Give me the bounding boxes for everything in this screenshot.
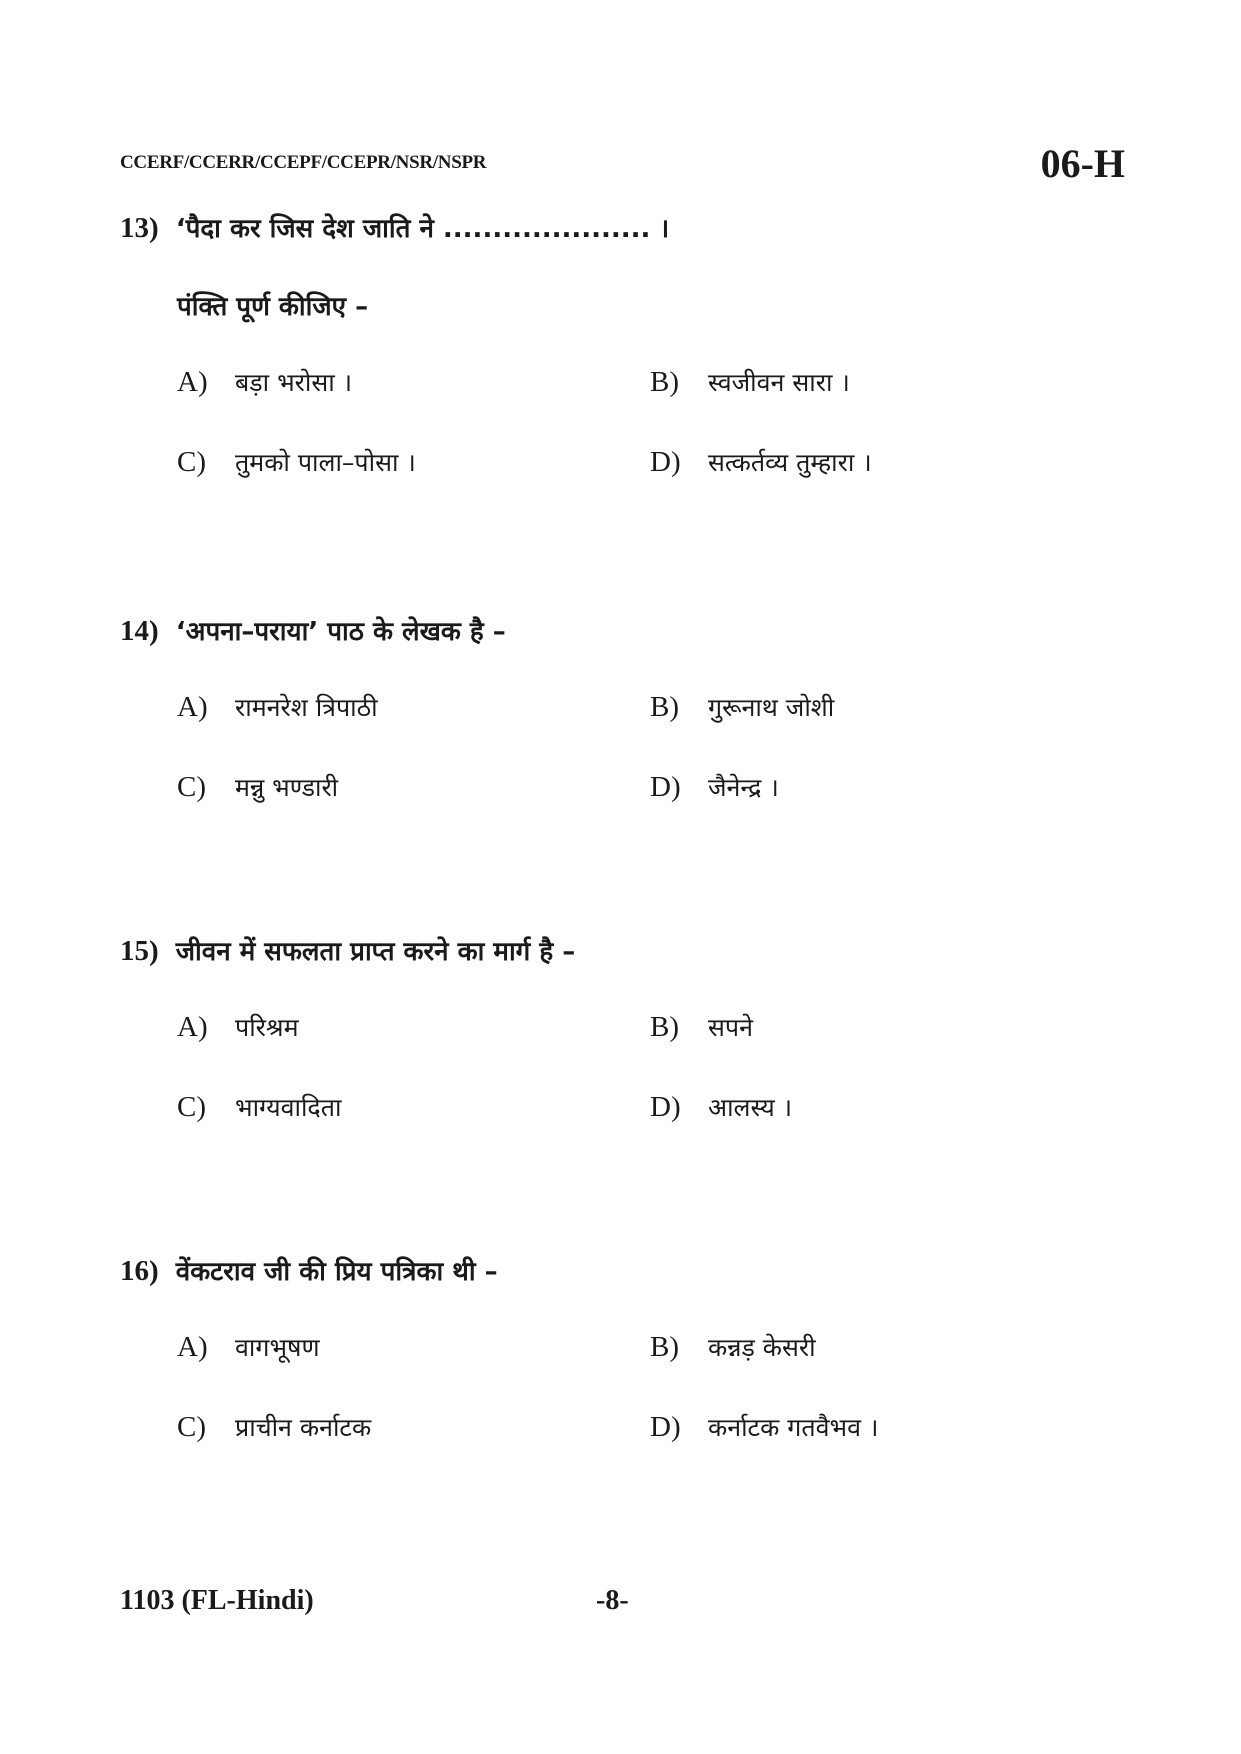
- option-text: जैनेन्द्र ।: [708, 773, 779, 802]
- option-text: कर्नाटक गतवैभव ।: [708, 1413, 879, 1442]
- question-text: ‘पैदा कर जिस देश जाति ने ..................... ।: [175, 214, 670, 244]
- question-number: 16): [120, 1255, 159, 1287]
- question-stem: [120, 1251, 1120, 1292]
- option-a[interactable]: [177, 365, 352, 399]
- option-letter: D): [650, 446, 681, 478]
- option-text: प्राचीन कर्नाटक: [235, 1413, 372, 1442]
- option-a[interactable]: [177, 690, 378, 724]
- question-16: [120, 1251, 1120, 1490]
- option-a[interactable]: [177, 1330, 320, 1364]
- option-letter: B): [650, 366, 679, 398]
- question-stem: [120, 931, 1120, 972]
- options-group: [177, 690, 1120, 850]
- option-text: कन्नड़ केसरी: [708, 1333, 816, 1362]
- option-c[interactable]: [177, 1410, 371, 1444]
- option-text: भाग्यवादिता: [235, 1093, 342, 1122]
- option-c[interactable]: [177, 770, 338, 804]
- option-d[interactable]: [650, 1090, 792, 1124]
- option-letter: A): [177, 1331, 208, 1363]
- option-c[interactable]: [177, 1090, 341, 1124]
- option-letter: A): [177, 366, 208, 398]
- question-number: 15): [120, 935, 159, 967]
- option-d[interactable]: [650, 445, 872, 479]
- option-text: स्वजीवन सारा ।: [708, 368, 850, 397]
- option-a[interactable]: [177, 1010, 299, 1044]
- page-number: -8-: [596, 1585, 629, 1616]
- question-stem: [120, 611, 1120, 652]
- option-letter: B): [650, 1011, 679, 1043]
- option-text: आलस्य ।: [708, 1093, 793, 1122]
- exam-code-header: CCERF/CCERR/CCEPF/CCEPR/NSR/NSPR: [120, 152, 487, 173]
- question-text: जीवन में सफलता प्राप्त करने का मार्ग है –: [175, 937, 576, 967]
- option-text: तुमको पाला–पोसा ।: [235, 448, 416, 477]
- option-b[interactable]: [650, 1330, 816, 1364]
- option-text: वागभूषण: [235, 1333, 320, 1362]
- option-letter: B): [650, 1331, 679, 1363]
- question-text: ‘अपना–पराया’ पाठ के लेखक है –: [175, 617, 506, 647]
- question-15: [120, 931, 1120, 1170]
- option-letter: C): [177, 1091, 206, 1123]
- question-instruction: पंक्ति पूर्ण कीजिए –: [177, 292, 369, 322]
- option-text: रामनरेश त्रिपाठी: [235, 693, 378, 722]
- question-number: 14): [120, 615, 159, 647]
- question-number: 13): [120, 212, 159, 244]
- option-letter: B): [650, 691, 679, 723]
- option-letter: A): [177, 691, 208, 723]
- option-d[interactable]: [650, 1410, 878, 1444]
- option-text: सत्कर्तव्य तुम्हारा ।: [708, 448, 872, 477]
- option-letter: D): [650, 771, 681, 803]
- option-text: सपने: [708, 1013, 753, 1042]
- question-14: [120, 611, 1120, 850]
- option-letter: C): [177, 771, 206, 803]
- options-group: [177, 1010, 1120, 1170]
- options-group: [177, 1330, 1120, 1490]
- question-stem: [120, 208, 1120, 249]
- option-letter: A): [177, 1011, 208, 1043]
- option-b[interactable]: [650, 690, 834, 724]
- option-letter: D): [650, 1411, 681, 1443]
- question-13: [120, 208, 1120, 525]
- option-b[interactable]: [650, 1010, 753, 1044]
- paper-id: 06-H: [1040, 141, 1125, 186]
- option-letter: C): [177, 446, 206, 478]
- subject-code-footer: 1103 (FL-Hindi): [120, 1585, 314, 1616]
- option-c[interactable]: [177, 445, 416, 479]
- options-group: [177, 365, 1120, 525]
- option-b[interactable]: [650, 365, 850, 399]
- option-letter: C): [177, 1411, 206, 1443]
- option-text: मन्नु भण्डारी: [235, 773, 339, 802]
- option-text: परिश्रम: [235, 1013, 299, 1042]
- option-letter: D): [650, 1091, 681, 1123]
- question-text: वेंकटराव जी की प्रिय पत्रिका थी –: [175, 1257, 498, 1287]
- option-d[interactable]: [650, 770, 779, 804]
- option-text: गुरूनाथ जोशी: [708, 693, 835, 722]
- option-text: बड़ा भरोसा ।: [235, 368, 353, 397]
